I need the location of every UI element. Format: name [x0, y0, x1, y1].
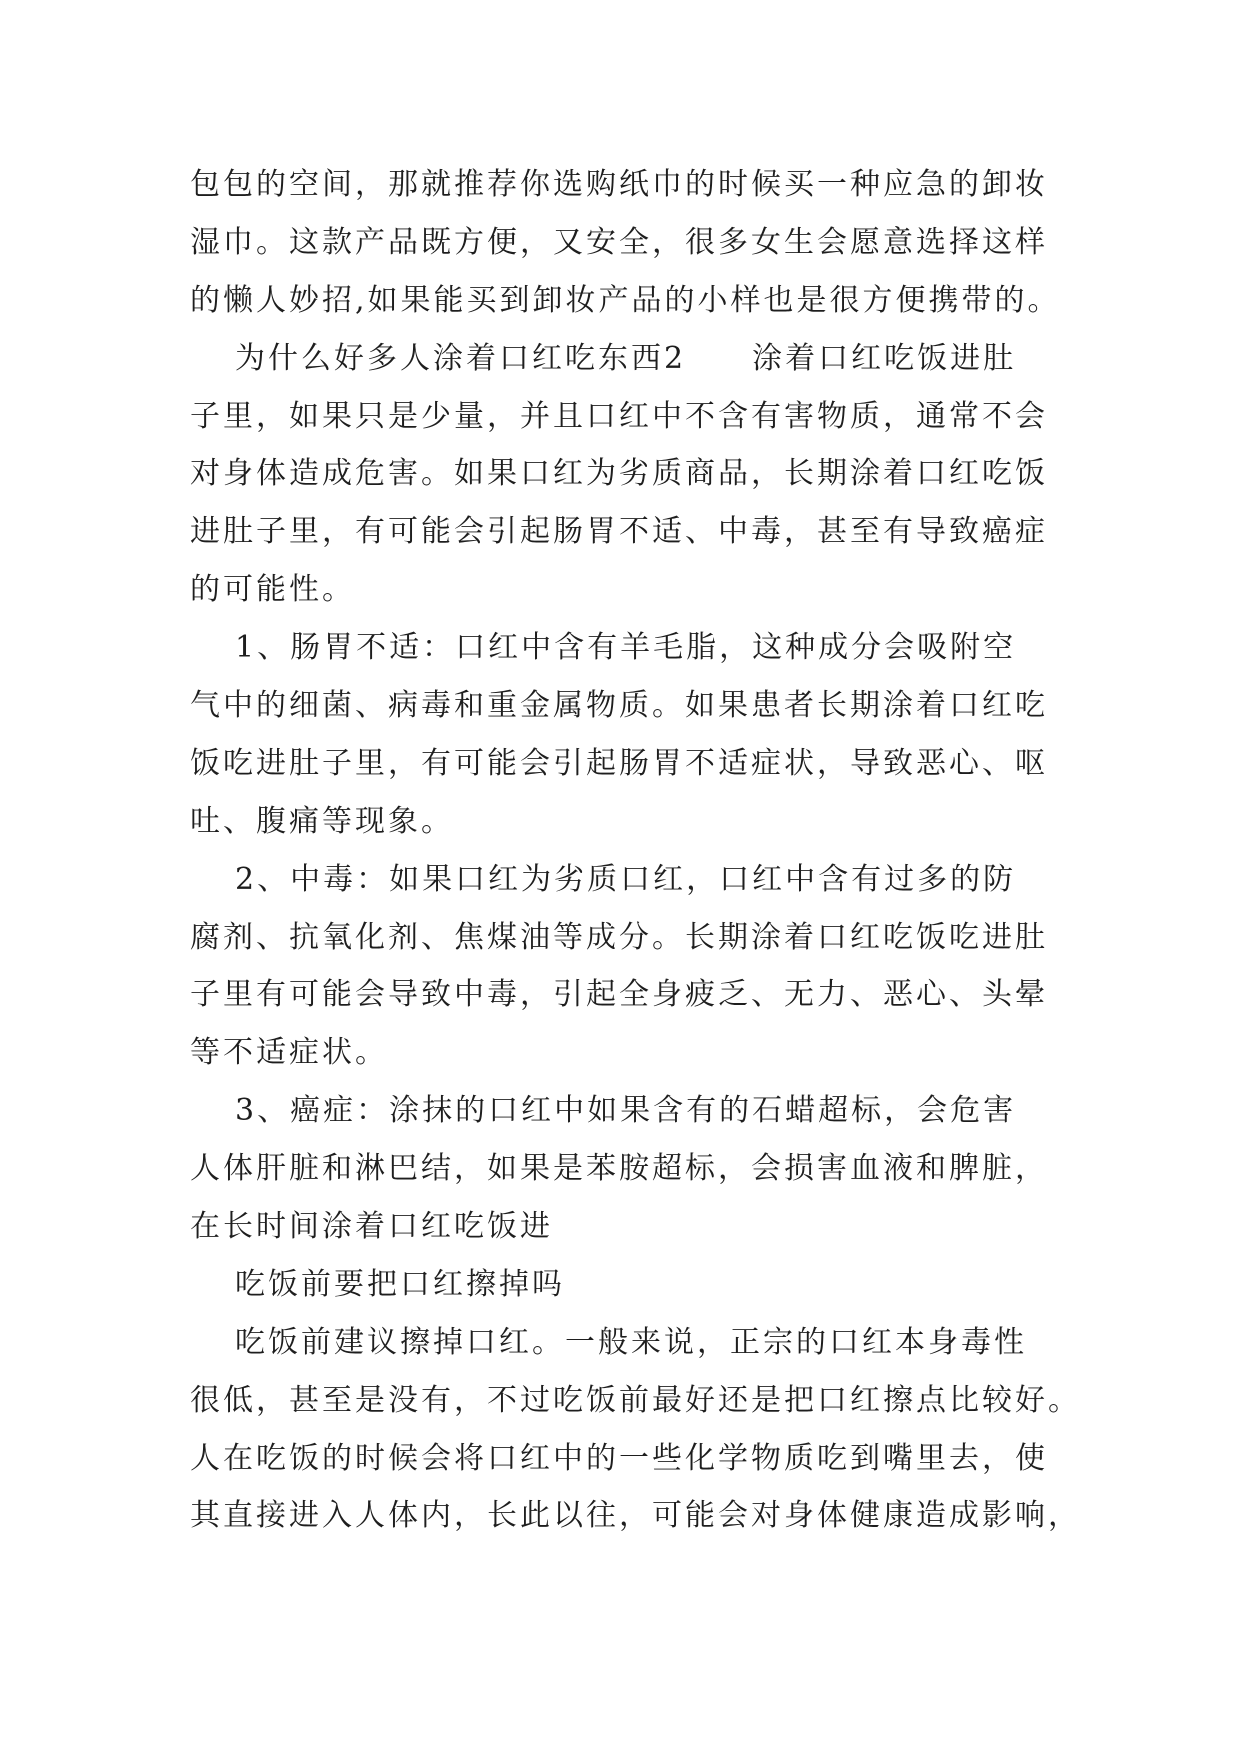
text-line: 包包的空间，那就推荐你选购纸巾的时候买一种应急的卸妆: [190, 167, 1048, 202]
text-line: 在长时间涂着口红吃饭进: [190, 1209, 553, 1245]
list-item-line: 2、中毒：如果口红为劣质口红，口红中含有过多的防: [235, 861, 1017, 897]
text-line: 湿巾。这款产品既方便，又安全，很多女生会愿意选择这样: [190, 224, 1048, 260]
text-line: 等不适症状。: [190, 1035, 388, 1071]
text-line: 进肚子里，有可能会引起肠胃不适、中毒，甚至有导致癌症: [190, 514, 1048, 550]
text-line: 对身体造成危害。如果口红为劣质商品，长期涂着口红吃饭: [190, 456, 1048, 492]
body-text: [190, 156, 1090, 1545]
text-line: 的懒人妙招,如果能买到卸妆产品的小样也是很方便携带的。: [190, 282, 1061, 318]
text-line: 的可能性。: [190, 572, 355, 608]
text-line: 子里，如果只是少量，并且口红中不含有害物质，通常不会: [190, 398, 1048, 434]
text-line: 气中的细菌、病毒和重金属物质。如果患者长期涂着口红吃: [190, 688, 1048, 724]
list-item-line: 3、癌症：涂抹的口红中如果含有的石蜡超标，会危害: [235, 1093, 1017, 1129]
text-line: 腐剂、抗氧化剂、焦煤油等成分。长期涂着口红吃饭吃进肚: [190, 919, 1048, 955]
text-line: 人在吃饭的时候会将口红中的一些化学物质吃到嘴里去，使: [190, 1440, 1048, 1476]
text-line: 其直接进入人体内，长此以往，可能会对身体健康造成影响，: [190, 1498, 1081, 1534]
text-line: 吐、腹痛等现象。: [190, 803, 454, 839]
paragraph-heading-line: 为什么好多人涂着口红吃东西2 涂着口红吃饭进肚: [235, 340, 1017, 376]
text-line: 子里有可能会导致中毒，引起全身疲乏、无力、恶心、头晕: [190, 977, 1048, 1013]
text-line: 饭吃进肚子里，有可能会引起肠胃不适症状，导致恶心、呕: [190, 745, 1048, 781]
section-heading-line: 吃饭前要把口红擦掉吗: [235, 1266, 565, 1302]
text-line: 人体肝脏和淋巴结，如果是苯胺超标，会损害血液和脾脏，: [190, 1151, 1048, 1187]
text-line: 很低，甚至是没有，不过吃饭前最好还是把口红擦点比较好。: [190, 1382, 1081, 1418]
list-item-line: 1、肠胃不适：口红中含有羊毛脂，这种成分会吸附空: [235, 630, 1017, 666]
paragraph-start-line: 吃饭前建议擦掉口红。一般来说，正宗的口红本身毒性: [235, 1324, 1027, 1360]
